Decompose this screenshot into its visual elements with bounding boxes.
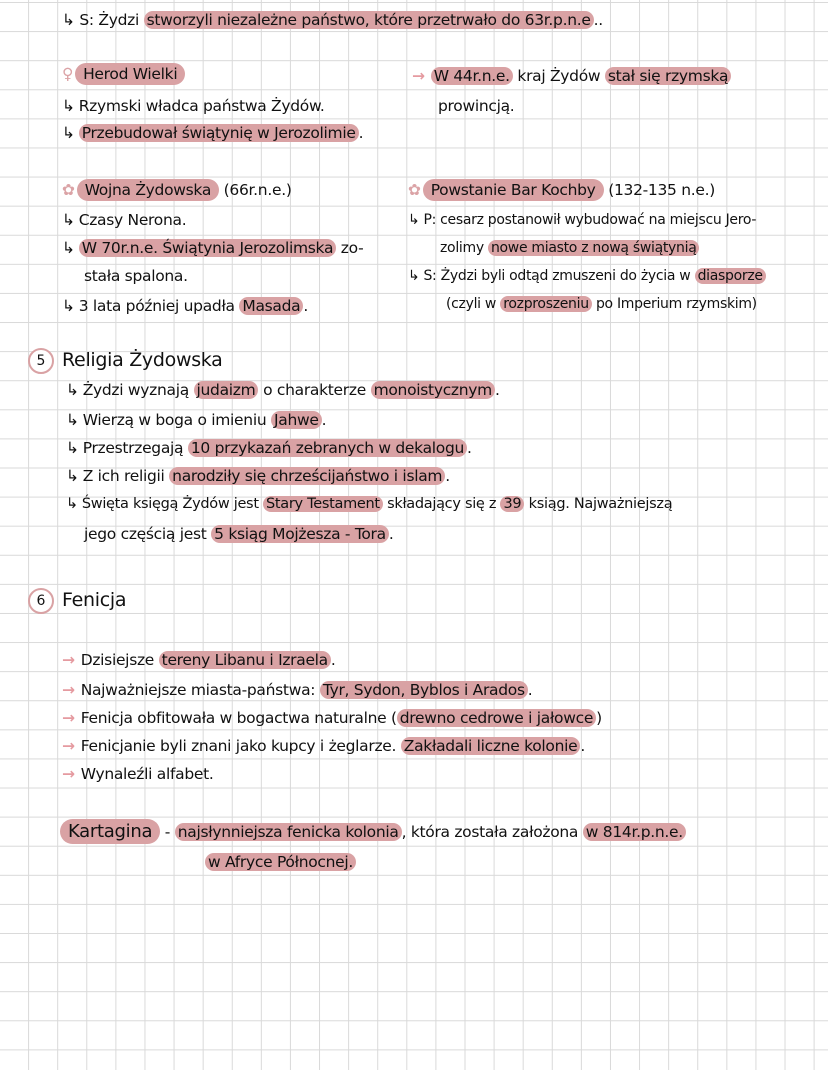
highlight: stworzyli niezależne państwo, które przetrwało do 63r.p.n.e (144, 11, 594, 29)
carthage-definition: Kartagina - najsłynniejsza fenicka kolonia , która została założona w 814r.p.n.e. (60, 822, 686, 842)
person-icon: ♀ (62, 65, 74, 83)
return-arrow-icon: ↳ (62, 239, 75, 257)
jewish-war-item: ↳ W 70r.n.e. Świątynia Jerozolimska zo- (62, 239, 364, 257)
return-arrow-icon: ↳ (408, 212, 420, 228)
herod-heading: ♀ Herod Wielki (62, 64, 185, 84)
arrow-right-icon: → (62, 651, 75, 669)
return-arrow-icon: ↳ (62, 97, 75, 115)
religion-item: ↳ Z ich religii narodziły się chrześcijaństwo i islam . (66, 467, 450, 485)
return-arrow-icon: ↳ (66, 439, 79, 457)
jewish-war-heading: ✿ Wojna Żydowska (66r.n.e.) (62, 181, 292, 199)
bar-kochba-item-cont: zolimy nowe miasto z nową świątynią (440, 238, 699, 258)
arrow-right-icon: → (62, 737, 75, 755)
arrow-right-icon: → (62, 765, 75, 783)
return-arrow-icon: ↳ (66, 411, 79, 429)
return-arrow-icon: ↳ (62, 297, 75, 315)
jewish-war-item: ↳ 3 lata później upadła Masada . (62, 297, 308, 315)
province-note: → W 44r.n.e. kraj Żydów stał się rzymską (412, 66, 731, 86)
religion-item: ↳ Przestrzegają 10 przykazań zebranych w dekalogu . (66, 439, 472, 457)
religion-item: ↳ Wierzą w boga o imieniu Jahwe . (66, 411, 327, 429)
phoenicia-item: → Fenicjanie byli znani jako kupcy i żeglarze. Zakładali liczne kolonie . (62, 737, 586, 755)
jewish-war-item-cont: stała spalona. (84, 267, 188, 285)
herod-item: ↳ Przebudował świątynię w Jerozolimie . (62, 124, 364, 142)
bar-kochba-item: ↳ S: Żydzi byli odtąd zmuszeni do życia w diasporze (408, 266, 766, 286)
bar-kochba-item-cont: (czyli w rozproszeniu po Imperium rzymskim) (446, 296, 757, 312)
return-arrow-icon: ↳ (408, 268, 420, 284)
bar-kochba-heading: ✿ Powstanie Bar Kochby (132-135 n.e.) (408, 181, 716, 199)
phoenicia-item: → Najważniejsze miasta-państwa: Tyr, Sydon, Byblos i Arados . (62, 681, 533, 699)
arrow-right-icon: → (62, 709, 75, 727)
religion-item: ↳ Święta księgą Żydów jest Stary Testament składający się z 39 ksiąg. Najważniejszą (66, 496, 673, 512)
arrow-right-icon: → (412, 67, 425, 85)
province-note-line2: prowincją. (438, 97, 515, 115)
bar-kochba-item: ↳ P: cesarz postanowił wybudować na miejscu Jero- (408, 212, 757, 228)
religion-item: ↳ Żydzi wyznają judaizm o charakterze monoistycznym . (66, 381, 500, 399)
carthage-definition-cont: w Afryce Północnej. (205, 852, 356, 872)
section-title: Religia Żydowska (62, 349, 223, 371)
section-number-badge: 5 (28, 348, 54, 374)
section-number-badge: 6 (28, 588, 54, 614)
section-title: Fenicja (62, 589, 127, 611)
return-arrow-icon: ↳ (66, 381, 79, 399)
religion-item-cont: jego częścią jest 5 ksiąg Mojżesza - Tora . (84, 525, 394, 543)
note-state-founded: ↳ S: Żydzi stworzyli niezależne państwo, które przetrwało do 63r.p.n.e .. (62, 11, 603, 29)
carthage-term: Kartagina (60, 819, 160, 844)
return-arrow-icon: ↳ (62, 124, 75, 142)
jewish-war-item: ↳ Czasy Nerona. (62, 211, 187, 229)
return-arrow-icon: ↳ (62, 211, 75, 229)
return-arrow-icon: ↳ (66, 467, 79, 485)
arrow-right-icon: → (62, 681, 75, 699)
return-arrow-icon: ↳ (66, 496, 78, 512)
flower-icon: ✿ (62, 181, 75, 199)
phoenicia-item: → Fenicja obfitowała w bogactwa naturalne ( drewno cedrowe i jałowce ) (62, 709, 602, 727)
herod-item: ↳ Rzymski władca państwa Żydów. (62, 97, 325, 115)
phoenicia-item: → Wynaleźli alfabet. (62, 765, 214, 783)
phoenicia-item: → Dzisiejsze tereny Libanu i Izraela . (62, 651, 336, 669)
flower-icon: ✿ (408, 181, 421, 199)
